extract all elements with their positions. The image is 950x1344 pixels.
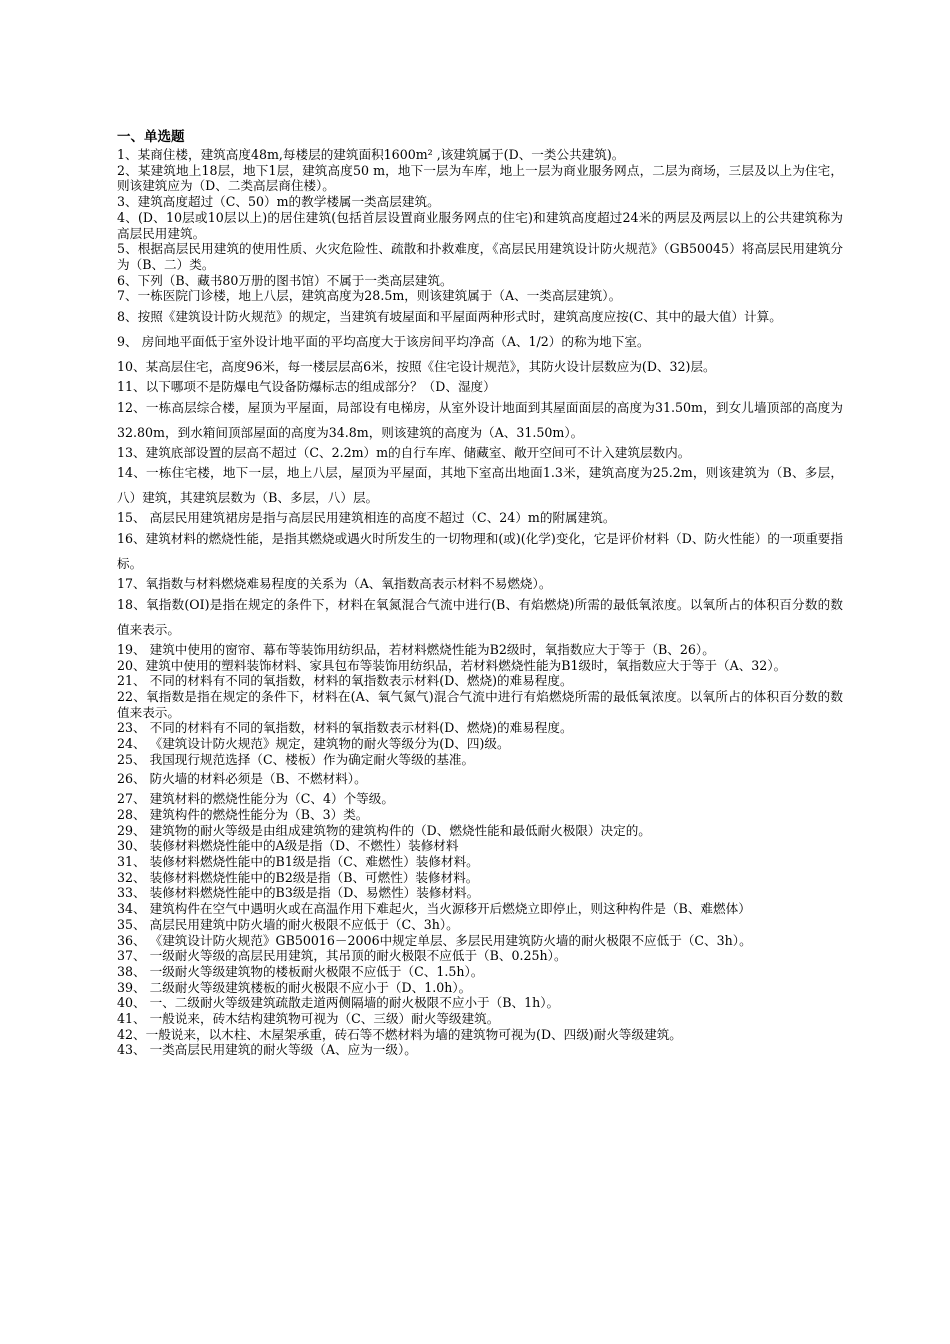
question-21: 21、 不同的材料有不同的氧指数，材料的氧指数表示材料(D、燃烧)的难易程度。 [117, 673, 573, 689]
question-29: 29、 建筑物的耐火等级是由组成建筑物的建筑构件的（D、燃烧性能和最低耐火极限）决定的。 [117, 822, 651, 838]
question-6: 6、下列（B、藏书80万册的图书馆）不属于一类高层建筑。 [117, 272, 453, 288]
question-3: 3、建筑高度超过（C、50）m的教学楼属一类高层建筑。 [117, 194, 440, 210]
question-32: 32、 装修材料燃烧性能中的B2级是指（B、可燃性）装修材料。 [117, 869, 479, 885]
question-2: 2、某建筑地上18层，地下1层，建筑高度50 m，地下一层为车库，地上一层为商业服务网点，二层为商场，三层及以上为住宅，则该建筑应为（D、二类高层商住楼）。 [117, 162, 843, 194]
question-30: 30、 装修材料燃烧性能中的A级是指（D、不燃性）装修材料 [117, 838, 459, 854]
question-17: 17、氧指数与材料燃烧难易程度的关系为（A、氧指数高表示材料不易燃烧）。 [117, 576, 552, 592]
question-38: 38、 一级耐火等级建筑物的楼板耐火极限不应低于（C、1.5h）。 [117, 963, 484, 979]
question-14: 14、一栋住宅楼，地下一层，地上八层，屋顶为平屋面，其地下室高出地面1.3米，建筑高度为25.2m，则该建筑为（B、多层，八）建筑，其建筑层数为（B、多层，八）层。 [117, 465, 843, 506]
question-25: 25、 我国现行规范选择（C、楼板）作为确定耐火等级的基准。 [117, 751, 475, 767]
question-28: 28、 建筑构件的燃烧性能分为（B、3）类。 [117, 806, 369, 822]
question-7: 7、一栋医院门诊楼，地上八层，建筑高度为28.5m，则该建筑属于（A、一类高层建筑）。 [117, 288, 622, 304]
question-8: 8、按照《建筑设计防火规范》的规定，当建筑有坡屋面和平屋面两种形式时，建筑高度应按(C、其中的最大值）计算。 [117, 309, 782, 325]
question-27: 27、 建筑材料的燃烧性能分为（C、4）个等级。 [117, 791, 394, 807]
question-24: 24、 《建筑设计防火规范》规定，建筑物的耐火等级分为(D、四)级。 [117, 736, 510, 752]
question-5: 5、根据高层民用建筑的使用性质、火灾危险性、疏散和扑救难度，《高层民用建筑设计防火规范》（GB50045）将高层民用建筑分为（B、二）类。 [117, 241, 843, 272]
question-43: 43、 一类高层民用建筑的耐火等级（A、应为一级）。 [117, 1042, 417, 1058]
question-13: 13、建筑底部设置的层高不超过（C、2.2m）m的自行车库、储藏室、敞开空间可不计入建筑层数内。 [117, 444, 691, 460]
section-title: 一、单选题 [117, 129, 185, 145]
question-15: 15、 高层民用建筑裙房是指与高层民用建筑相连的高度不超过（C、24）m的附属建筑。 [117, 510, 616, 526]
question-39: 39、 二级耐火等级建筑楼板的耐火极限不应小于（D、1.0h）。 [117, 979, 472, 995]
question-9: 9、 房间地平面低于室外设计地平面的平均高度大于该房间平均净高（A、1/2）的称为地下室。 [117, 334, 650, 350]
question-16: 16、建筑材料的燃烧性能，是指其燃烧或遇火时所发生的一切物理和(或)(化学)变化，它是评价材料（D、防火性能）的一项重要指标。 [117, 531, 843, 572]
question-12: 12、一栋高层综合楼，屋顶为平屋面，局部设有电梯房，从室外设计地面到其屋面面层的高度为31.50m，到女儿墙顶部的高度为32.80m，到水箱间顶部屋面的高度为34.8m，则该建筑的高度为（A、31.50m）。 [117, 399, 843, 440]
question-42: 42、一般说来，以木柱、木屋架承重，砖石等不燃材料为墙的建筑物可视为(D、四级)耐火等级建筑。 [117, 1026, 682, 1042]
question-33: 33、 装修材料燃烧性能中的B3级是指（D、易燃性）装修材料。 [117, 885, 480, 901]
question-26: 26、 防火墙的材料必须是（B、不燃材料）。 [117, 771, 367, 787]
question-37: 37、 一级耐火等级的高层民用建筑，其吊顶的耐火极限不应低于（B、0.25h）。 [117, 948, 567, 964]
question-41: 41、 一般说来，砖木结构建筑物可视为（C、三级）耐火等级建筑。 [117, 1011, 500, 1027]
question-20: 20、建筑中使用的塑料装饰材料、家具包布等装饰用纺织品，若材料燃烧性能为B1级时，氧指数应大于等于（A、32）。 [117, 657, 787, 673]
question-40: 40、 一、二级耐火等级建筑疏散走道两侧隔墙的耐火极限不应小于（B、1h）。 [117, 995, 560, 1011]
question-11: 11、以下哪项不是防爆电气设备防爆标志的组成部分？（D、湿度） [117, 379, 496, 395]
question-18: 18、氧指数(OI)是指在规定的条件下，材料在氧氮混合气流中进行(B、有焰燃烧)所需的最低氧浓度。以氧所占的体积百分数的数值来表示。 [117, 596, 843, 637]
question-31: 31、 装修材料燃烧性能中的B1级是指（C、难燃性）装修材料。 [117, 853, 479, 869]
question-35: 35、 高层民用建筑中防火墙的耐火极限不应低于（C、3h）。 [117, 916, 459, 932]
question-4: 4、(D、10层或10层以上)的居住建筑(包括首层设置商业服务网点的住宅)和建筑高度超过24米的两层及两层以上的公共建筑称为高层民用建筑。 [117, 209, 843, 241]
question-19: 19、 建筑中使用的窗帘、幕布等装饰用纺织品，若材料燃烧性能为B2级时，氧指数应大于等于（B、26）。 [117, 641, 715, 657]
question-22: 22、氧指数是指在规定的条件下，材料在(A、氧气氮气)混合气流中进行有焰燃烧所需的最低氧浓度。以氧所占的体积百分数的数值来表示。 [117, 688, 843, 720]
question-34: 34、 建筑构件在空气中遇明火或在高温作用下难起火，当火源移开后燃烧立即停止，则这种构件是（B、难燃体） [117, 901, 751, 917]
document-page [117, 128, 843, 1058]
question-36: 36、 《建筑设计防火规范》GB50016－2006中规定单层、多层民用建筑防火墙的耐火极限不应低于（C、3h）。 [117, 932, 752, 948]
question-23: 23、 不同的材料有不同的氧指数，材料的氧指数表示材料(D、燃烧)的难易程度。 [117, 720, 573, 736]
question-1: 1、某商住楼，建筑高度48m,每楼层的建筑面积1600m² ,该建筑属于(D、一类公共建筑)。 [117, 147, 625, 162]
question-10: 10、某高层住宅，高度96米，每一楼层层高6米，按照《住宅设计规范》，其防火设计层数应为(D、32)层。 [117, 359, 716, 375]
